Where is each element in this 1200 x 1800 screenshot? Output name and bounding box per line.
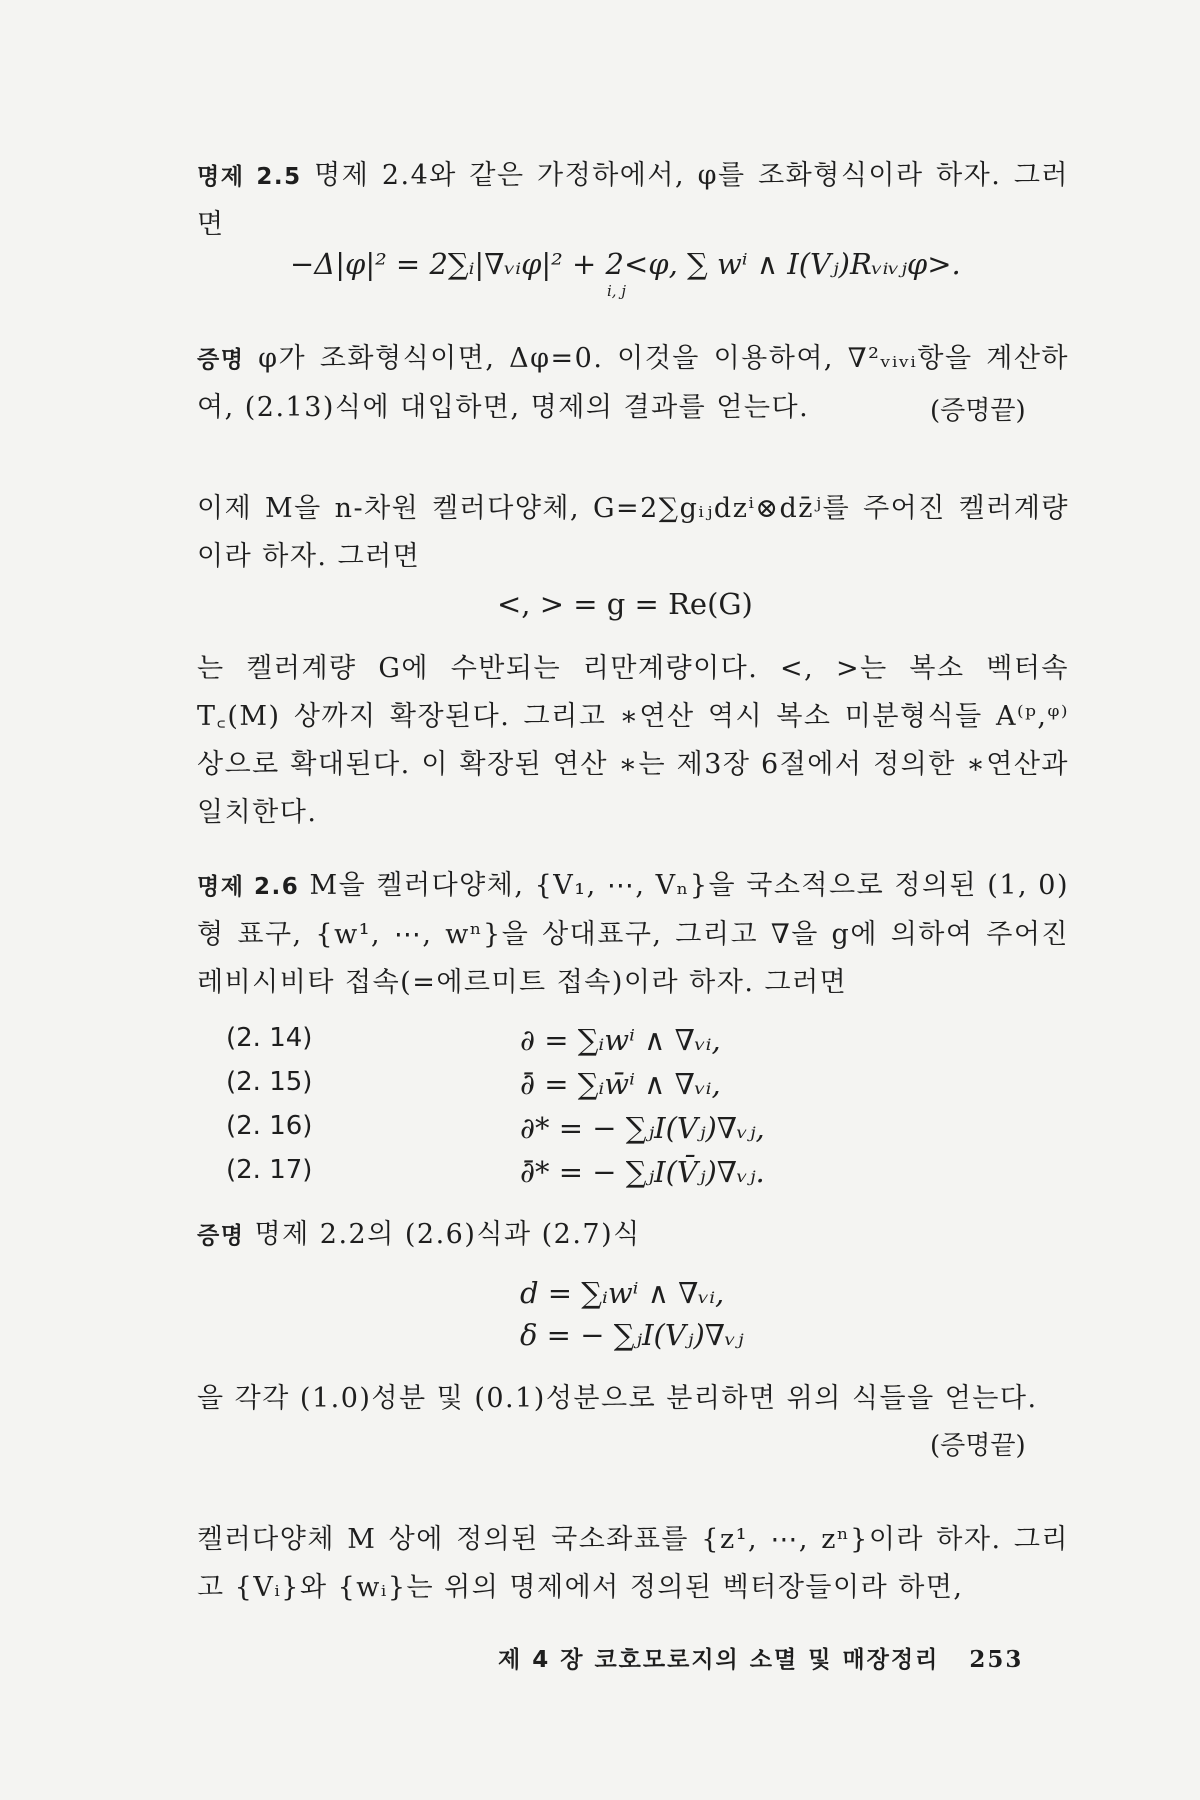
equation-formula: ∂̄* = − ∑ⱼI(V̄ⱼ)∇ᵥⱼ. bbox=[520, 1155, 765, 1189]
equation-prop-2-5: −Δ|φ|² = 2∑ᵢ|∇ᵥᵢφ|² + 2<φ, ∑ wⁱ ∧ I(Vⱼ)Rᵥᵢᵥⱼφ>. bbox=[290, 247, 961, 281]
proposition-2-6 bbox=[197, 862, 1069, 1007]
page-number: 253 bbox=[969, 1646, 1024, 1673]
page-footer bbox=[498, 1641, 1023, 1674]
proposition-2-6-label: 명제 2.6 bbox=[197, 874, 300, 900]
proof-1-label: 증명 bbox=[197, 347, 245, 373]
equation-d: d = ∑ᵢwⁱ ∧ ∇ᵥᵢ, bbox=[520, 1276, 725, 1310]
qed-mark-2: (증명끝) bbox=[930, 1431, 1026, 1461]
equation-prop-2-5-subscript: i, j bbox=[607, 282, 626, 300]
proposition-2-6-text: M을 켈러다양체, {V₁, ⋯, Vₙ}을 국소적으로 정의된 (1, 0)형 표구, {w¹, ⋯, wⁿ}을 상대표구, 그리고 ∇을 g에 의하여 주어진 레비시비타 접속(=에르미트 접속)이라 하자. 그러면 bbox=[197, 870, 1069, 998]
equation-number: (2. 14) bbox=[226, 1023, 313, 1053]
proposition-2-5 bbox=[197, 152, 1069, 249]
equation-number: (2. 16) bbox=[226, 1111, 313, 1141]
proposition-2-5-label: 명제 2.5 bbox=[197, 164, 302, 190]
equation-formula: ∂* = − ∑ⱼI(Vⱼ)∇ᵥⱼ, bbox=[520, 1111, 765, 1145]
proof-1-text: φ가 조화형식이면, Δφ=0. 이것을 이용하여, ∇²ᵥᵢᵥᵢ항을 계산하여, (2.13)식에 대입하면, 명제의 결과를 얻는다. bbox=[197, 343, 1069, 423]
qed-mark-1: (증명끝) bbox=[930, 396, 1026, 426]
proposition-2-5-text: 명제 2.4와 같은 가정하에서, φ를 조화형식이라 하자. 그러면 bbox=[197, 160, 1070, 240]
proof-2-text: 명제 2.2의 (2.6)식과 (2.7)식 bbox=[254, 1219, 641, 1250]
equation-formula: ∂ = ∑ᵢwⁱ ∧ ∇ᵥᵢ, bbox=[520, 1023, 721, 1057]
coordinates-paragraph: 켈러다양체 M 상에 정의된 국소좌표를 {z¹, ⋯, zⁿ}이라 하자. 그리고 {Vᵢ}와 {wᵢ}는 위의 명제에서 정의된 벡터장들이라 하면, bbox=[197, 1524, 1069, 1603]
chapter-title: 제 4 장 코호모로지의 소멸 및 매장정리 bbox=[498, 1647, 940, 1673]
equation-number: (2. 17) bbox=[226, 1155, 313, 1185]
proof-2-label: 증명 bbox=[197, 1223, 245, 1249]
proof-2 bbox=[197, 1211, 1069, 1260]
extension-paragraph: 는 켈러계량 G에 수반되는 리만계량이다. <, >는 복소 벡터속 T꜀(M) 상까지 확장된다. 그리고 ∗연산 역시 복소 미분형식들 A⁽ᵖ,ᵠ⁾ 상으로 확대된다. 이 확장된 연산 ∗는 제3장 6절에서 정의한 ∗연산과 일치한다. bbox=[197, 653, 1069, 828]
split-paragraph: 을 각각 (1.0)성분 및 (0.1)성분으로 분리하면 위의 식들을 얻는다. bbox=[197, 1383, 1038, 1414]
equation-metric: <, > = g = Re(G) bbox=[497, 587, 753, 621]
equation-delta: δ = − ∑ⱼI(Vⱼ)∇ᵥⱼ bbox=[520, 1318, 744, 1352]
kahler-metric-paragraph: 이제 M을 n-차원 켈러다양체, G=2∑gᵢⱼdzⁱ⊗dz̄ʲ를 주어진 켈러계량이라 하자. 그러면 bbox=[197, 493, 1069, 572]
equation-formula: ∂̄ = ∑ᵢw̄ⁱ ∧ ∇ᵥᵢ, bbox=[520, 1067, 721, 1101]
equation-number: (2. 15) bbox=[226, 1067, 313, 1097]
